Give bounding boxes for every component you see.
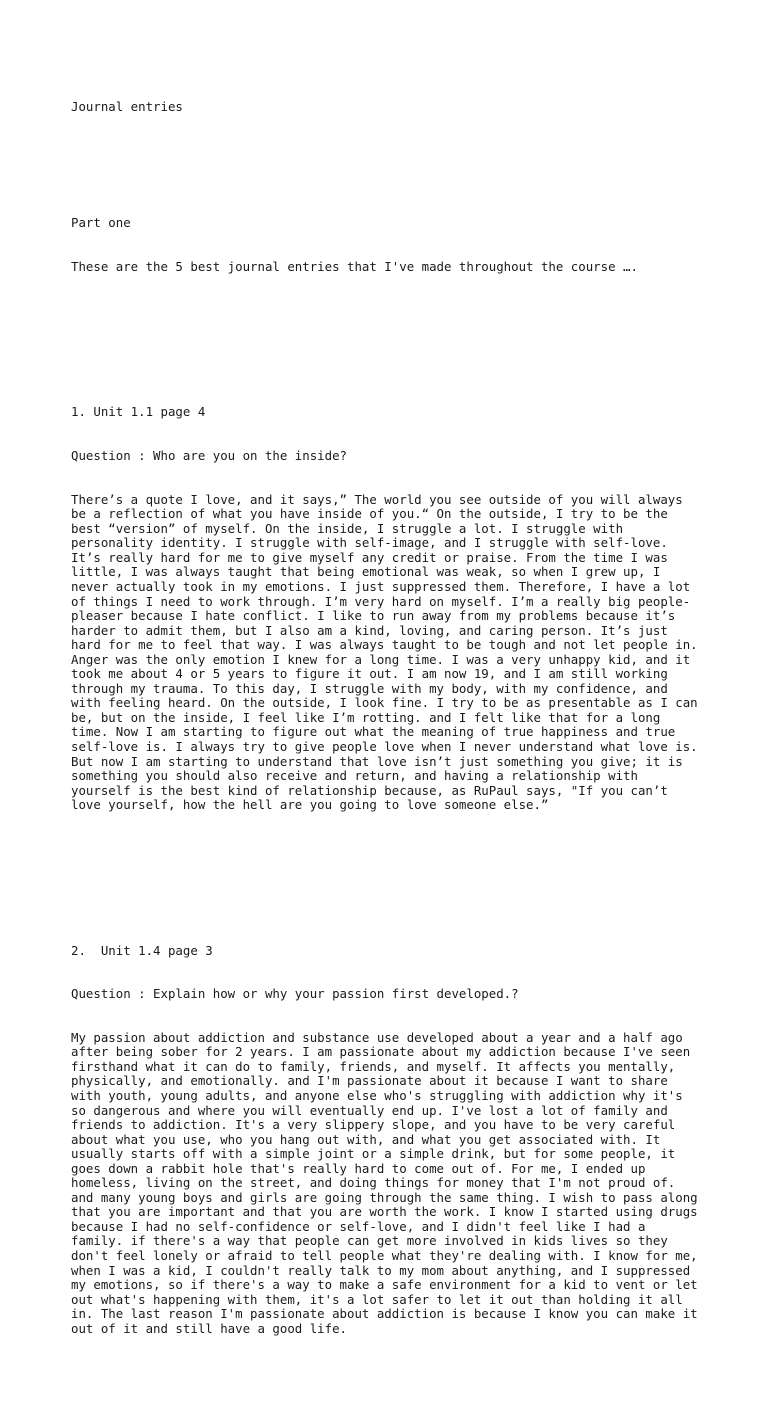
part-heading: Part one [71, 215, 131, 231]
document-page [71, 71, 703, 1409]
entry-body: My passion about addiction and substance use developed about a year and a half ago after being sober for 2 years. I am passionate about my addiction because I've seen firsthand what it can do to family, friends, and myself. It affects you mentally, physically, and emotionally. and I'm passionate about it because I want to share with youth, young adults, and anyone else who's struggling with addiction why it's so dangerous and where you will eventually end up. I've lost a lot of family and friends to addiction. It's a very slippery slope, and you have to be very careful about what you use, who you hang out with, and what you get associated with. It usually starts off with a simple joint or a simple drink, but for some people, it goes down a rabbit hole that's really hard to come out of. For me, I ended up homeless, living on the street, and doing things for money that I'm not proud of. and many young boys and girls are going through the same thing. I wish to pass along that you are important and that you are worth the work. I know I started using drugs because I had no self-confidence or self-love, and I didn't feel like I had a family. if there's a way that people can get more involved in kids lives so they don't feel lonely or afraid to tell people what they're dealing with. I know for me, when I was a kid, I couldn't really talk to my mom about anything, and I suppressed my emotions, so if there's a way to make a safe environment for a kid to vent or let out what's happening with them, it's a lot safer to let it out than holding it all in. The last reason I'm passionate about addiction is because I know you can make it out of it and still have a good life. [71, 1029, 698, 1336]
journal-entry-1 [71, 376, 703, 842]
part-section [71, 187, 703, 303]
document-title: Journal entries [71, 99, 183, 115]
entry-body: There’s a quote I love, and it says,” The world you see outside of you will always be a reflection of what you have inside of you.“ On the outside, I try to be the best “version” of myself. On the inside, I struggle a lot. I struggle with personality identity. I struggle with self-image, and I struggle with self-love. It’s really hard for me to give myself any credit or praise. From the time I was little, I was always taught that being emotional was weak, so when I grew up, I never actually took in my emotions. I just suppressed them. Therefore, I have a lot of things I need to work through. I’m very hard on myself. I’m a really big people-pleaser because I hate conflict. I like to run away from my problems because it’s harder to admit them, but I also am a kind, loving, and caring person. It’s just hard for me to feel that way. I was always taught to be tough and not let people in. Anger was the only emotion I knew for a long time. I was a very unhappy kid, and it took me about 4 or 5 years to figure it out. I am now 19, and I am still working through my trauma. To this day, I struggle with my body, with my confidence, and with feeling heard. On the outside, I look fine. I try to be as presentable as I can be, but on the inside, I feel like I’m rotting. and I felt like that for a long time. Now I am starting to figure out what the meaning of true happiness and true self-love is. I always try to give people love when I never understand what love is. But now I am starting to understand that love isn’t just something you give; it is something you should also receive and return, and having a relationship with yourself is the best kind of relationship because, as RuPaul says, "If you can’t love yourself, how the hell are you going to love someone else.” [71, 491, 698, 813]
entry-heading: 1. Unit 1.1 page 4 [71, 404, 206, 420]
entry-question: Question : Who are you on the inside? [71, 448, 348, 464]
part-intro: These are the 5 best journal entries that I've made throughout the course …. [71, 259, 638, 275]
journal-entry-2 [71, 914, 703, 1365]
entry-heading: 2. Unit 1.4 page 3 [71, 942, 213, 958]
entry-question: Question : Explain how or why your passion first developed.? [71, 986, 519, 1002]
